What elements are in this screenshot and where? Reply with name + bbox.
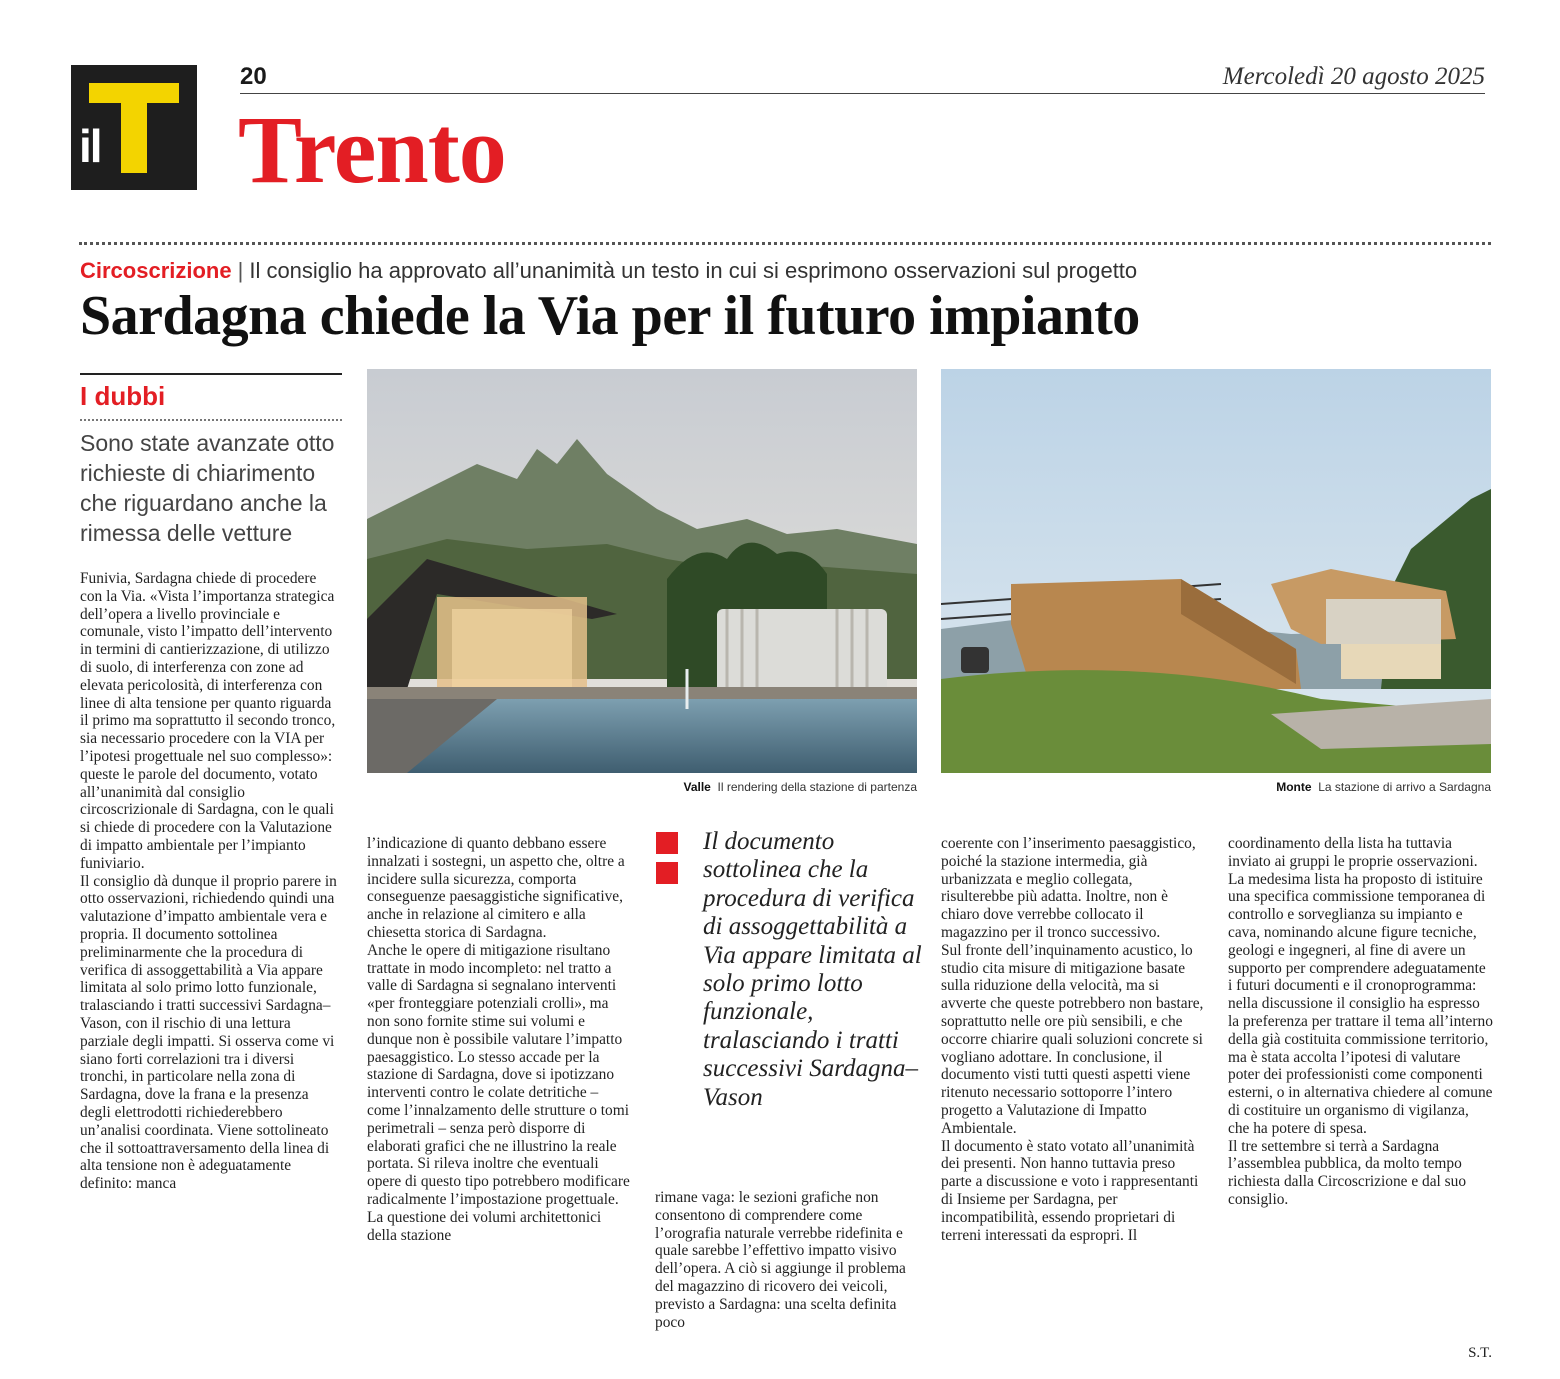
photo-caption-text-left: Il rendering della stazione di partenza bbox=[717, 780, 917, 794]
section-divider bbox=[79, 242, 1491, 245]
mountain-station-illustration bbox=[941, 369, 1491, 773]
section-title: Trento bbox=[238, 96, 506, 203]
sidebar-title: I dubbi bbox=[80, 381, 166, 411]
sidebar-rule bbox=[80, 373, 342, 375]
photo-monte-rendering bbox=[941, 369, 1491, 773]
header-rule bbox=[240, 93, 1485, 94]
headline: Sardagna chiede la Via per il futuro impianto bbox=[80, 285, 1140, 347]
category-label: Circoscrizione bbox=[80, 258, 232, 283]
valley-station-illustration bbox=[367, 369, 917, 773]
issue-date: Mercoledì 20 agosto 2025 bbox=[1222, 63, 1485, 90]
quote-bullet-icon bbox=[656, 862, 678, 884]
article-column-4: coerente con l’inserimento paesaggistico, poiché la stazione intermedia, già urbanizzata e meglio collegata, risulterebbe più adatta. Inoltre, non è chiaro dove verrebbe collocato il magazzino per il tronco successivo. Sul fronte dell’inquinamento acustico, lo studio cita misure di mitigazione basate sulla riduzione della velocità, ma si avverte che queste potrebbero non bastare, soprattutto nelle ore più sensibili, e che occorre chiarire quali soluzioni concrete si vogliano adottare. In conclusione, il documento visti tutti questi aspetti viene ritenuto necessario sottoporre l’intero progetto a Valutazione di Impatto Ambientale. Il documento è stato votato all’unanimità dei presenti. Non hanno tuttavia preso parte a discussione e voto i rappresentanti di Insieme per Sardagna, per incompatibilità, essendo proprietari di terreni interessati da espropri. Il bbox=[941, 835, 1204, 1244]
photo-label-right: Monte bbox=[1276, 780, 1312, 794]
author-signature: S.T. bbox=[1468, 1345, 1492, 1361]
subheadline: Il consiglio ha approvato all’unanimità un testo in cui si esprimono osservazioni sul progetto bbox=[249, 258, 1138, 283]
article-column-2: l’indicazione di quanto debbano essere innalzati i sostegni, un aspetto che, oltre a incidere sulla sicurezza, comporta conseguenze paesaggistiche significative, anche in relazione al cimitero e alla chiesetta storica di Sardagna. Anche le opere di mitigazione risultano trattate in modo incompleto: nel tratto a valle di Sardagna si segnalano interventi «per fronteggiare potenziali crolli», ma non sono fornite stime sui volumi e dunque non è possibile valutare l’impatto paesaggistico. Lo stesso accade per la stazione di Sardagna, dove si ipotizzano interventi contro le colate detritiche – come l’innalzamento delle strutture o tomi perimetrali – senza però disporre di elaborati grafici che ne illustrino la reale portata. Si rileva inoltre che eventuali opere di questo tipo potrebbero modificare radicalmente l’impostazione progettuale. La questione dei volumi architettonici della stazione bbox=[367, 835, 630, 1244]
logo-t-stem bbox=[121, 103, 147, 173]
kicker bbox=[80, 258, 1137, 284]
article-column-3: rimane vaga: le sezioni grafiche non consentono di comprendere come l’orografia naturale verrebbe ridefinita e quale sarebbe l’effettivo impatto visivo dell’opera. A ciò si aggiunge il problema del magazzino di ricovero dei veicoli, previsto a Sardagna: una scelta definita poco bbox=[655, 1189, 906, 1331]
pull-quote: Il documento sottolinea che la procedura di verifica di assoggettabilità a Via appare limitata al solo primo lotto funzionale, tralasciando i tratti successivi Sardagna–Vason bbox=[703, 828, 922, 1111]
photo-valle-rendering bbox=[367, 369, 917, 773]
kicker-separator: | bbox=[237, 258, 244, 283]
page-number: 20 bbox=[240, 63, 267, 90]
newspaper-logo bbox=[71, 65, 197, 190]
photo-label-left: Valle bbox=[683, 780, 711, 794]
logo-il: il bbox=[79, 120, 101, 172]
article-column-1: Funivia, Sardagna chiede di procedere con la Via. «Vista l’importanza strategica dell’opera a livello provinciale e comunale, visto l’impatto dell’intervento in termini di cantierizzazione, di utilizzo di suolo, di interferenza con zone ad elevata pericolosità, di interferenza con linee di alta tensione per quanto riguarda il primo ma soprattutto il secondo tronco, sia necessario procedere con la VIA per l’ipotesi progettuale nel suo complesso»: queste le parole del documento, votato all’unanimità dal consiglio circoscrizionale di Sardagna, con le quali si chiede di procedere con la Valutazione di impatto ambientale per l’impianto funiviario. Il consiglio dà dunque il proprio parere in otto osservazioni, richiedendo quindi una valutazione d’impatto ambientale vera e propria. Il documento sottolinea preliminarmente che la procedura di verifica di assoggettabilità a Via appare limitata al solo primo lotto funzionale, tralasciando i tratti successivi Sardagna–Vason, con il rischio di una lettura parziale degli impatti. Si osserva come vi siano forti correlazioni tra i diversi tronchi, in particolare nella zona di Sardagna, dove la frana e la presenza degli elettrodotti richiederebbero un’analisi coordinata. Viene sottolineato che il sottoattraversamento della linea di alta tensione non è adeguatamente definito: manca bbox=[80, 570, 337, 1193]
article-column-5: coordinamento della lista ha tuttavia inviato ai gruppi le proprie osservazioni. La medesima lista ha proposto di istituire una specifica commissione temporanea di controllo e sorveglianza su impianto e cava, nominando alcune figure tecniche, geologi e ingegneri, al fine di avere un supporto per comprendere adeguatamente i futuri documenti e il cronoprogramma: nella discussione il consiglio ha espresso la preferenza per trattare il tema all’interno della già costituita commissione territorio, ma è stata accolta l’ipotesi di valutare poter dei professionisti come componenti esterni, o in alternativa chiedere al comune di costituire un organismo di vigilanza, che ha potere di spesa. Il tre settembre si terrà a Sardagna l’assemblea pubblica, da molto tempo richiesta dalla Circoscrizione e dal suo consiglio. bbox=[1228, 835, 1493, 1208]
logo-t-bar bbox=[89, 83, 179, 103]
photo-caption-text-right: La stazione di arrivo a Sardagna bbox=[1318, 780, 1491, 794]
photo-caption-left bbox=[367, 780, 917, 794]
sidebar-text: Sono state avanzate otto richieste di chiarimento che riguardano anche la rimessa delle vetture bbox=[80, 430, 335, 546]
quote-bullet-icon bbox=[656, 832, 678, 854]
sidebar-divider bbox=[80, 419, 342, 421]
photo-caption-right bbox=[941, 780, 1491, 794]
